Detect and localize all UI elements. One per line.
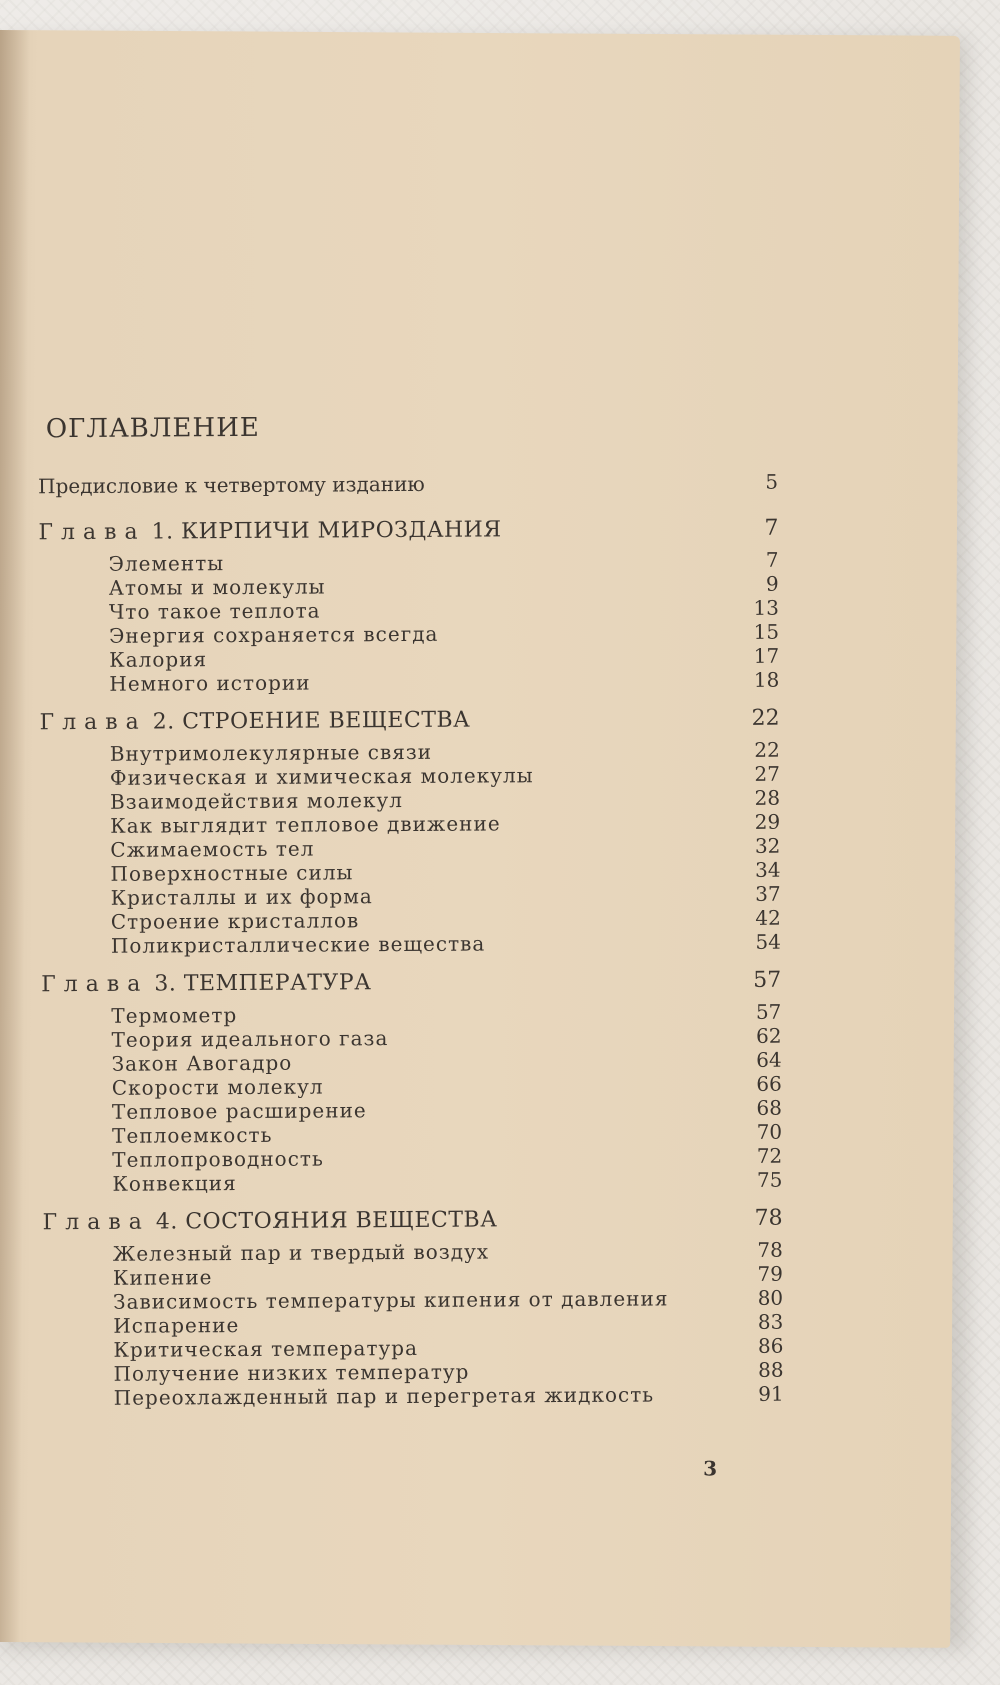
section-page: 18: [753, 667, 780, 692]
chapter-heading-label: [41, 964, 371, 1004]
section-label: Поверхностные силы: [110, 860, 354, 886]
chapter-heading-label: [39, 702, 470, 743]
page-number: 3: [703, 1456, 718, 1481]
section-page: 75: [756, 1167, 783, 1192]
section-page: 17: [753, 643, 780, 668]
section-label: Критическая температура: [113, 1335, 419, 1362]
chapter-word: Глава: [41, 971, 149, 998]
chapter-title: 1. КИРПИЧИ МИРОЗДАНИЯ: [151, 517, 502, 545]
section-label: Энергия сохраняется всегда: [108, 621, 439, 648]
section-page: 66: [756, 1071, 782, 1096]
section-label: Внутримолекулярные связи: [109, 739, 433, 766]
section-label: Теплопроводность: [112, 1146, 324, 1172]
section-label: Тепловое расширение: [111, 1098, 367, 1124]
section-label: Кристаллы и их форма: [110, 884, 373, 910]
section-page: 54: [755, 929, 782, 954]
toc-chapter-heading: [39, 700, 779, 743]
section-page: 34: [754, 857, 781, 882]
section-page: 29: [754, 809, 781, 834]
toc-chapter-heading: [38, 510, 778, 553]
section-label: Закон Авогадро: [111, 1050, 293, 1076]
section-label: Элементы: [108, 551, 225, 576]
section-page: 7: [765, 547, 779, 572]
chapter-page: 78: [754, 1205, 783, 1231]
toc-section-entry: [41, 930, 781, 959]
toc-entry-label: Предисловие к четвертому изданию: [38, 471, 425, 499]
chapter-page: 57: [753, 967, 782, 993]
section-label: Атомы и молекулы: [108, 574, 326, 600]
chapter-heading-label: [43, 1201, 498, 1242]
section-page: 13: [753, 595, 779, 620]
chapter-word: Глава: [38, 519, 146, 546]
section-page: 22: [754, 737, 780, 762]
section-page: 32: [754, 833, 781, 858]
section-page: 28: [754, 785, 781, 810]
section-label: Строение кристаллов: [110, 908, 360, 934]
section-page: 78: [757, 1237, 783, 1262]
toc-section-entry: [39, 668, 779, 697]
table-of-contents: [38, 406, 784, 1411]
toc-chapter-heading: [43, 1200, 783, 1243]
section-label: Немного истории: [109, 670, 311, 696]
chapter-word: Глава: [39, 709, 147, 736]
toc-title: ОГЛАВЛЕНИЕ: [45, 412, 260, 445]
section-label: Что такое теплота: [108, 598, 321, 624]
toc-chapters: [38, 510, 783, 1411]
section-label: Теория идеального газа: [111, 1026, 389, 1052]
section-label: Взаимодействия молекул: [109, 788, 404, 814]
section-label: Физическая и химическая молекулы: [109, 763, 534, 790]
section-label: Как выглядит тепловое движение: [110, 811, 501, 838]
chapter-page: 22: [751, 705, 780, 731]
toc-preface-entry: [38, 462, 778, 507]
section-label: Переохлажденный пар и перегретая жидкость: [113, 1382, 655, 1410]
section-page: 15: [753, 619, 780, 644]
chapter-heading-label: [38, 511, 501, 552]
toc-section-entry: [42, 1168, 782, 1197]
section-page: 79: [757, 1261, 784, 1286]
section-label: Получение низких температур: [113, 1359, 470, 1386]
section-label: Поликристаллические вещества: [110, 931, 486, 958]
section-page: 86: [757, 1333, 784, 1358]
section-label: Зависимость температуры кипения от давления: [113, 1286, 669, 1314]
section-page: 83: [757, 1309, 784, 1334]
book-page: [0, 30, 960, 1648]
section-page: 70: [756, 1119, 783, 1144]
section-page: 37: [755, 881, 781, 906]
toc-entry-page: 5: [765, 469, 779, 494]
section-page: 88: [758, 1357, 784, 1382]
section-label: Кипение: [112, 1265, 213, 1290]
section-label: Теплоемкость: [112, 1122, 273, 1148]
section-label: Железный пар и твердый воздух: [112, 1239, 490, 1266]
section-label: Калория: [109, 647, 208, 672]
section-label: Термометр: [111, 1003, 238, 1028]
chapter-title: 2. СТРОЕНИЕ ВЕЩЕСТВА: [152, 707, 471, 735]
section-page: 64: [756, 1047, 782, 1072]
section-label: Скорости молекул: [111, 1074, 324, 1100]
section-page: 62: [755, 1023, 782, 1048]
section-page: 80: [757, 1285, 784, 1310]
chapter-page: 7: [764, 515, 779, 541]
chapter-title: 4. СОСТОЯНИЯ ВЕЩЕСТВА: [155, 1207, 498, 1235]
section-page: 27: [754, 761, 780, 786]
section-page: 91: [758, 1381, 784, 1406]
toc-section-entry: [44, 1382, 784, 1411]
section-page: 42: [755, 905, 781, 930]
section-page: 72: [756, 1143, 783, 1168]
section-page: 68: [756, 1095, 783, 1120]
section-label: Конвекция: [112, 1171, 237, 1196]
toc-chapter-heading: [41, 962, 781, 1005]
section-page: 9: [765, 571, 779, 596]
chapter-word: Глава: [42, 1209, 150, 1236]
section-page: 57: [755, 999, 782, 1024]
section-label: Испарение: [113, 1313, 240, 1338]
chapter-title: 3. ТЕМПЕРАТУРА: [154, 970, 372, 997]
section-label: Сжимаемость тел: [110, 836, 315, 862]
